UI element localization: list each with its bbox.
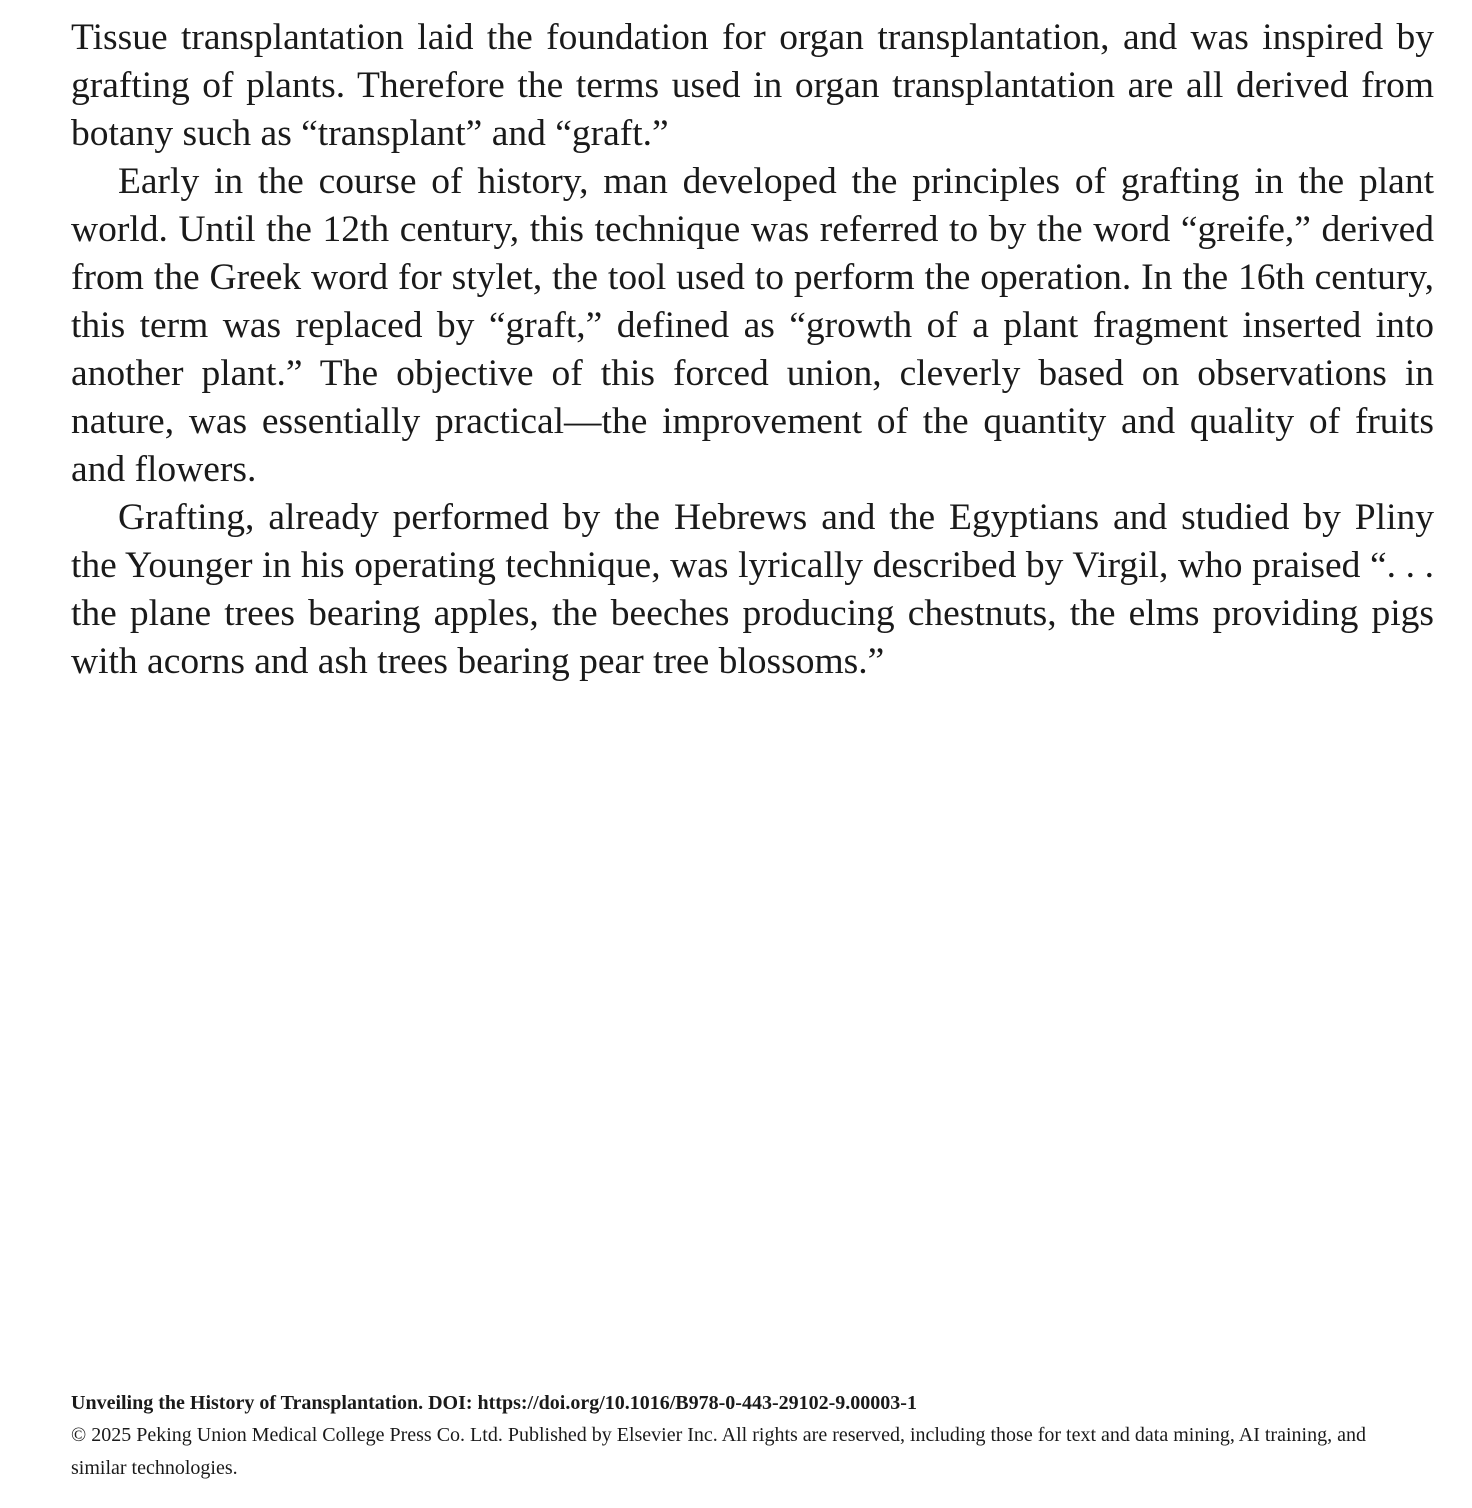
page-footer	[71, 1387, 1411, 1485]
book-doi-line: Unveiling the History of Transplantation. DOI: https://doi.org/10.1016/B978-0-443-29102-9.00003-1	[71, 1392, 917, 1414]
copyright-notice: © 2025 Peking Union Medical College Press Co. Ltd. Published by Elsevier Inc. All rights are reserved, including those for text and data mining, AI training, and similar technologies.	[71, 1424, 1366, 1479]
paragraph-grafting-origins: Early in the course of history, man developed the principles of grafting in the plant world. Until the 12th century, this technique was referred to by the word “greife,” derived from the Greek word for stylet, the tool used to perform the operation. In the 16th century, this term was replaced by “graft,” defined as “growth of a plant fragment inserted into another plant.” The objective of this forced union, cleverly based on observations in nature, was essentially practical—the improvement of the quantity and quality of fruits and flowers.	[71, 161, 1434, 490]
paragraph-intro: Tissue transplantation laid the foundation for organ transplantation, and was inspired by grafting of plants. Therefore the terms used in organ transplantation are all derived from botany such as “transplant” and “graft.”	[71, 17, 1434, 154]
body-text	[71, 14, 1434, 686]
paragraph-grafting-antiquity: Grafting, already performed by the Hebrews and the Egyptians and studied by Pliny the Younger in his operating technique, was lyrically described by Virgil, who praised “. . . the plane trees bearing apples, the beeches producing chestnuts, the elms providing pigs with acorns and ash trees bearing pear tree blossoms.”	[71, 497, 1434, 682]
